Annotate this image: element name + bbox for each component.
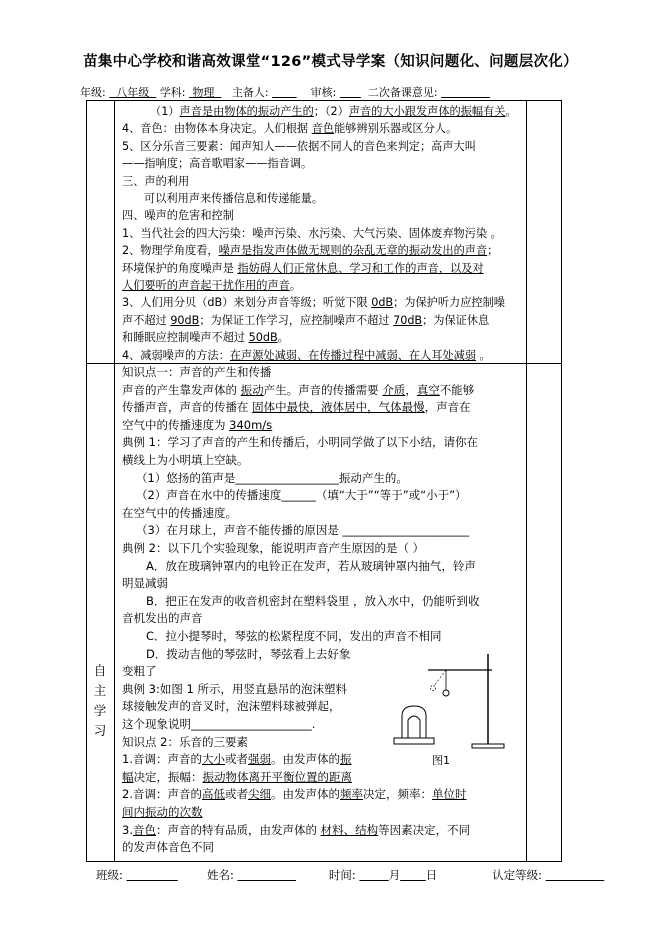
line-text: 球接触发声的音叉时，泡沫塑料球被弹起， xyxy=(122,699,341,714)
side-label: 自 主 学 习 xyxy=(93,663,107,738)
answer-text: 音色 xyxy=(311,122,335,136)
line-text: 音机发出的声音 xyxy=(122,611,203,626)
top-line xyxy=(122,331,289,345)
line-text: 和睡眠应控制噪声不超过 xyxy=(122,331,249,345)
line-text: （1） xyxy=(150,105,180,118)
main-line xyxy=(122,823,470,837)
main-line xyxy=(122,664,157,678)
answer-text: 噪声是指发声体做无规则的杂乱无章的振动发出的声音 xyxy=(218,244,488,258)
month-label: 月 xyxy=(388,868,401,882)
line-text: 3. xyxy=(122,822,133,837)
main-line xyxy=(122,735,248,749)
main-line xyxy=(122,611,203,625)
line-text: 可以利用声来传播信息和传递能量。 xyxy=(144,192,324,205)
line-text: ；为保护听力应控制噪 xyxy=(393,296,505,310)
line-text: 。 xyxy=(505,105,517,118)
top-line xyxy=(122,140,476,154)
top-line xyxy=(122,262,484,276)
grade-value: 八年级 xyxy=(116,86,150,99)
stand-base xyxy=(472,744,504,748)
preparer-label: 主备人: xyxy=(231,86,269,99)
line-text: 3、人们用分贝（dB）来划分声音等级；听觉下限 xyxy=(122,296,372,310)
main-line xyxy=(122,383,474,397)
time-label: 时间: xyxy=(328,868,356,882)
top-line xyxy=(122,157,312,171)
line-text: 传播声音，声音的传播在 xyxy=(122,400,253,415)
line-text: 。 xyxy=(289,279,302,292)
main-line xyxy=(122,365,272,379)
answer-text: 振动物体离开平衡位置的距离 xyxy=(202,769,352,784)
line-text: 等因素决定，不同 xyxy=(378,822,471,837)
line-text: 典例 2：以下几个实验现象，能说明声音产生原因的是（ ） xyxy=(122,541,425,555)
line-text: 三、声的利用 xyxy=(122,174,190,188)
line-text: 空气中的传播速度为 xyxy=(122,417,230,432)
answer-text: 频率 xyxy=(339,787,363,802)
top-line xyxy=(122,314,489,328)
answer-text: 0dB xyxy=(371,296,394,310)
top-line xyxy=(122,244,498,258)
line-text: ；（2） xyxy=(313,105,349,118)
main-line xyxy=(146,647,350,661)
line-text: （3）在月球上，声音不能传播的原因是 ______________________ xyxy=(136,523,469,538)
answer-text: 固体中最快，液体居中，气体最慢 xyxy=(252,400,425,415)
line-text: 2.音调：声音的 xyxy=(122,787,202,802)
footer-row xyxy=(96,867,604,883)
main-line xyxy=(136,523,469,537)
meta-row xyxy=(80,84,490,100)
answer-text: 尖细 xyxy=(247,787,271,802)
line-text: （1）悠扬的笛声是__________________振动产生的。 xyxy=(136,470,408,485)
main-line xyxy=(122,453,249,467)
line-text: 这个现象说明_____________________. xyxy=(122,717,316,731)
line-text: 不能够 xyxy=(439,382,475,397)
main-line xyxy=(122,506,237,520)
main-line xyxy=(136,488,467,502)
line-text: B．把正在发声的收音机密封在塑料袋里 ，放入水中，仍能听到收 xyxy=(146,593,480,608)
main-line xyxy=(146,629,442,643)
line-text: ； xyxy=(487,244,499,258)
grade-label: 年级: xyxy=(80,86,106,99)
line-text: 的发声体音色不同 xyxy=(122,840,214,855)
answer-text: 50dB xyxy=(248,331,278,345)
answer-text: 振 xyxy=(339,752,352,767)
answer-text: 强弱 xyxy=(247,752,271,767)
subject-label: 学科: xyxy=(159,86,186,99)
main-line xyxy=(122,840,214,854)
line-text: 知识点 2：乐音的三要素 xyxy=(122,734,248,749)
line-text: 典例 3:如图 1 所示，用竖直悬吊的泡沫塑料 xyxy=(122,681,347,696)
top-line xyxy=(122,175,189,189)
answer-text: 指妨碍人们正常休息、学习和工作的声音，以及对 xyxy=(237,261,484,275)
line-text: 4、减弱噪声的方法： xyxy=(122,348,230,362)
main-line xyxy=(122,435,478,449)
top-line xyxy=(144,192,323,206)
answer-text: 在声源处减弱、在传播过程中减弱、在人耳处减弱 xyxy=(229,348,476,362)
line-text: 决定，频率： xyxy=(362,787,432,802)
answer-text: 单位时 xyxy=(431,787,467,802)
answer-text: 真空 xyxy=(416,382,440,397)
line-text: 声不超过 xyxy=(122,313,171,327)
answer-text: 340m/s xyxy=(229,417,273,432)
line-text: 。由发声体的 xyxy=(270,787,340,802)
main-line xyxy=(146,559,476,573)
line-text: 四、噪声的危害和控制 xyxy=(122,209,234,223)
name-label: 姓名: xyxy=(206,868,234,882)
line-text: 。 xyxy=(277,331,289,345)
fork-base xyxy=(394,738,434,744)
column-divider-left xyxy=(114,101,115,861)
answer-text: 间内振动的次数 xyxy=(122,805,203,819)
main-line xyxy=(122,576,168,590)
reviewer-label: 审核: xyxy=(310,86,337,99)
main-line xyxy=(146,594,480,608)
top-line xyxy=(122,227,502,241)
answer-text: 人们要听的声音起干扰作用的声音 xyxy=(122,279,290,292)
line-text: 能够辨别乐器或区分人。 xyxy=(334,122,458,136)
line-text: ， xyxy=(405,382,417,397)
main-line xyxy=(122,682,347,696)
answer-text: 声音是由物体的振动产生的 xyxy=(179,105,314,118)
top-line xyxy=(122,279,301,293)
line-text: （2）声音在水中的传播速度______（填“大于”“等于”或“小于”） xyxy=(136,488,467,503)
top-line xyxy=(150,105,517,119)
line-text: A．放在玻璃钟罩内的电铃正在发声，若从玻璃钟罩内抽气，铃声 xyxy=(146,558,476,573)
row-divider xyxy=(87,363,561,364)
main-line xyxy=(122,787,466,801)
main-line xyxy=(122,770,352,784)
column-divider-right xyxy=(526,101,527,861)
day-label: 日 xyxy=(425,868,438,882)
line-text: 5、区分乐音三要素：闻声知人——依据不同人的音色来判定；高声大叫 xyxy=(122,139,476,153)
answer-text: 大小 xyxy=(201,752,225,767)
top-line xyxy=(122,122,457,136)
line-text: 明显减弱 xyxy=(122,576,168,591)
line-text: D．拨动吉他的琴弦时，琴弦看上去好象 xyxy=(146,646,351,661)
main-line xyxy=(136,471,408,485)
top-line xyxy=(122,209,234,223)
line-text: 产生。声音的传播需要 xyxy=(263,382,383,397)
line-text: 1、当代社会的四大污染：噪声污染、水污染、大气污染、固体废弃物污染 。 xyxy=(122,226,502,240)
line-text: 在空气中的传播速度。 xyxy=(122,505,237,520)
line-text: ；为保证工作学习，应控制噪声不超过 xyxy=(199,313,394,327)
line-text: 。由发声体的 xyxy=(270,752,340,767)
line-text: C．拉小提琴时，琴弦的松紧程度不同，发出的声音不相同 xyxy=(146,629,442,643)
line-text: ；为保证休息 xyxy=(422,313,490,327)
foam-ball xyxy=(443,690,449,696)
line-text: 4、音色：由物体本身决定。人们根据 xyxy=(122,122,312,136)
rating-label: 认定等级: xyxy=(492,868,542,882)
class-label: 班级: xyxy=(96,868,123,882)
main-line xyxy=(122,699,341,713)
line-text: 横线上为小明填上空缺。 xyxy=(122,453,249,467)
main-line xyxy=(122,418,272,432)
line-text: ：声音的特有品质，由发声体的 xyxy=(155,822,321,837)
main-line xyxy=(122,400,471,414)
answer-text: 音色 xyxy=(132,822,156,837)
main-line xyxy=(122,541,424,555)
line-text: 变粗了 xyxy=(122,664,157,679)
top-line xyxy=(122,296,505,310)
answer-text: 90dB xyxy=(170,313,200,327)
answer-text: 声音的大小跟发声体的振幅有关 xyxy=(348,105,506,118)
line-text: 。 xyxy=(475,348,491,362)
subject-value: 物理 xyxy=(192,86,215,99)
main-line xyxy=(122,752,351,766)
figure-caption: 图1 xyxy=(432,754,450,767)
answer-text: 幅 xyxy=(122,769,134,784)
answer-text: 材料、结构 xyxy=(320,822,379,837)
line-text: 声音的产生靠发声体的 xyxy=(122,382,241,397)
top-line xyxy=(122,349,491,363)
line-text: 决定，振幅： xyxy=(133,769,203,784)
line-text: 1.音调：声音的 xyxy=(122,752,202,767)
line-text: ，声音在 xyxy=(424,400,471,415)
main-line xyxy=(122,805,203,819)
answer-text: 70dB xyxy=(393,313,423,327)
line-text: 典例 1：学习了声音的产生和传播后，小明同学做了以下小结，请你在 xyxy=(122,435,478,450)
main-line xyxy=(122,717,315,731)
line-text: 或者 xyxy=(224,787,248,802)
answer-text: 高低 xyxy=(201,787,225,802)
line-text: 2、物理学角度看， xyxy=(122,244,219,258)
line-text: 环境保护的角度噪声是 xyxy=(122,261,238,275)
secondary-label: 二次备课意见: xyxy=(367,86,438,99)
line-text: 或者 xyxy=(224,752,248,767)
answer-text: 振动 xyxy=(240,382,264,397)
fork-prong-right xyxy=(402,706,426,738)
line-text: 知识点一：声音的产生和传播 xyxy=(122,365,272,379)
line-text: ——指响度；高音歌唱家——指音调。 xyxy=(122,157,313,171)
answer-text: 介质 xyxy=(382,382,406,397)
page-title: 苗集中心学校和谐高效课堂“126”模式导学案（知识问题化、问题层次化） xyxy=(83,54,578,70)
